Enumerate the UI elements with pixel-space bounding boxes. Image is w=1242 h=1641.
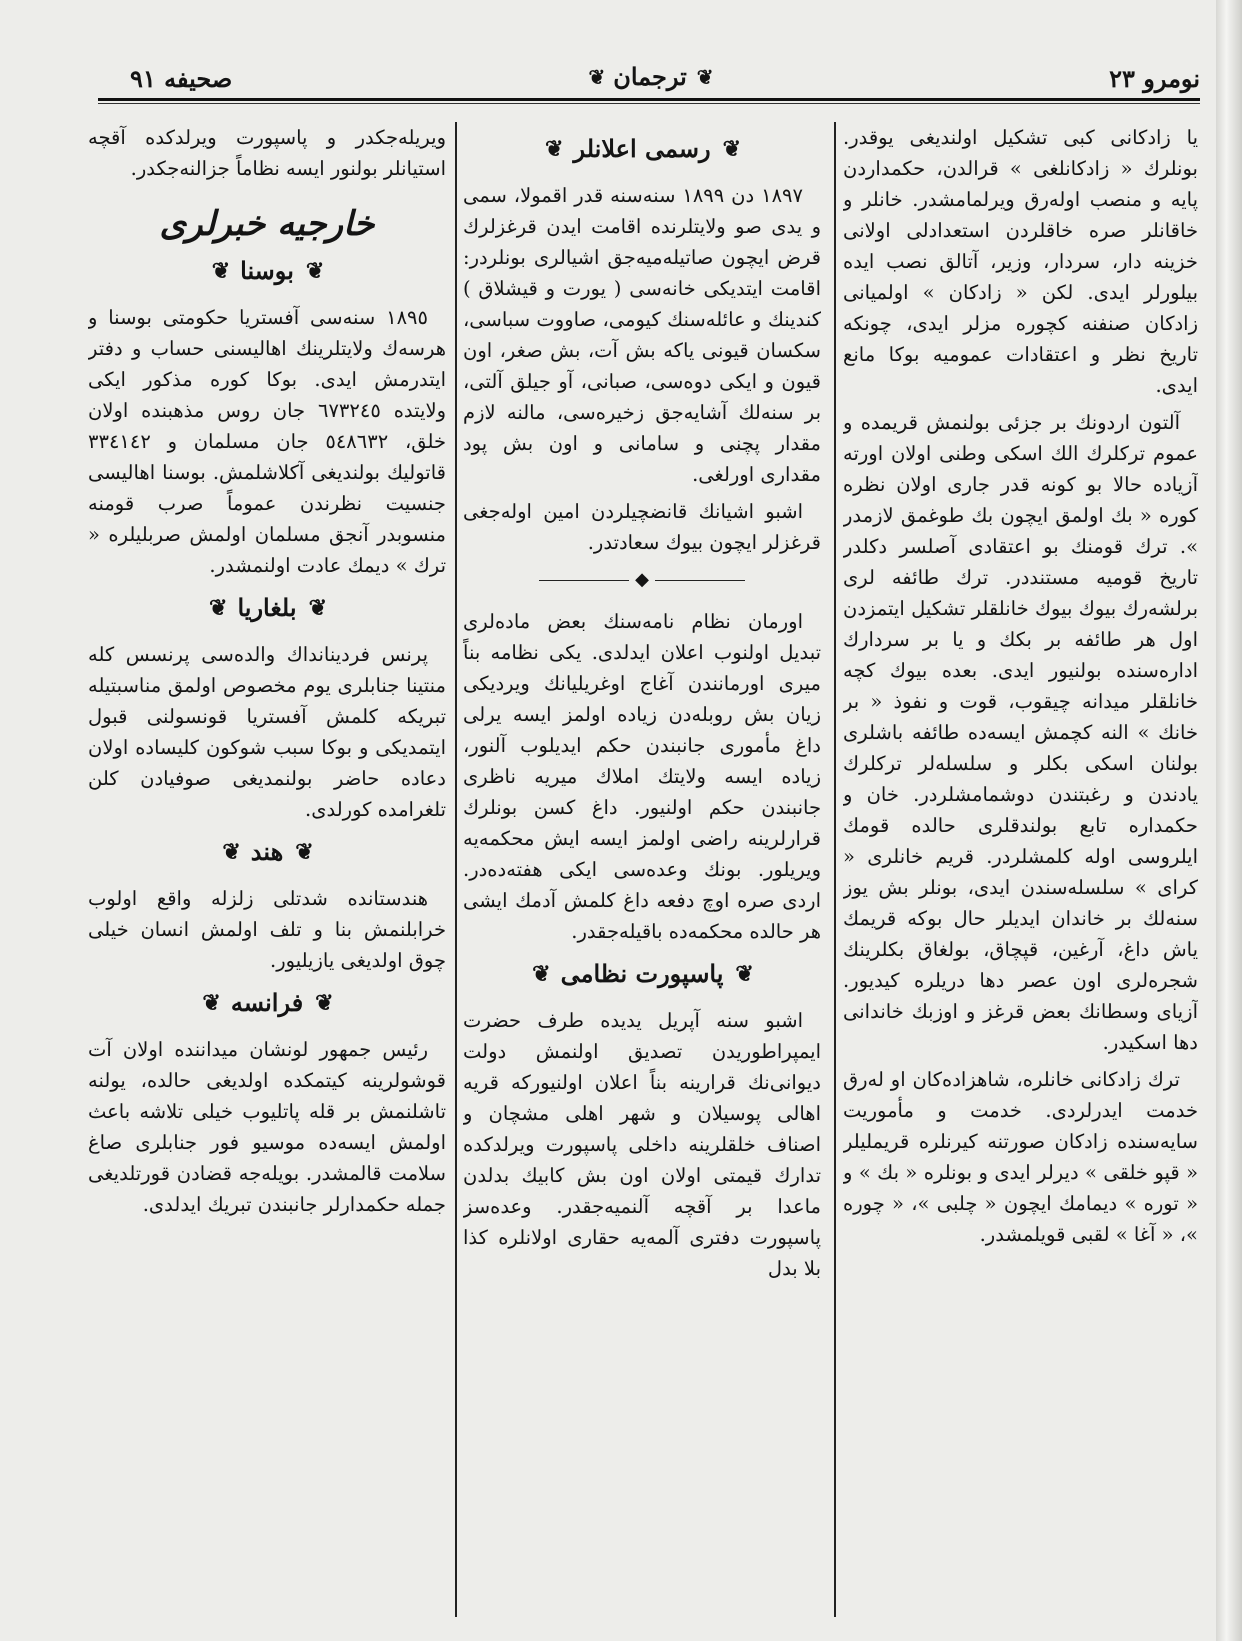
- newspaper-title: [588, 62, 711, 91]
- middle-column: [463, 122, 821, 1622]
- ornament-icon: ❦: [532, 961, 549, 987]
- paragraph: اشبو سنه آپریل یدیده طرف حضرت ایمپراطوریدن تصدیق اولنمش دولت دیوانی‌نك قرارینه بناً اعلان اولنیورکه قریه اهالی پوسیلان و شهر اهلی مشچان و اصناف خلقلرینه داخلی پاسپورت ویرلدکده تدارك قیمتی اولان اون بش کابیك بدلدن ماعدا بر آقچه آلنمیەجقدر. وعدەسز پاسپورت دفتری آلمەیه حقاری اولانلره کذا بلا بدل: [463, 1009, 821, 1280]
- paragraph: هندستانده شدتلی زلزله واقع اولوب خرابلنمش بنا و تلف اولمش انسان خیلی چوق اولدیغی یازیلیور.: [88, 887, 446, 972]
- issue-number: نومرو ٢٣: [1109, 64, 1200, 93]
- section-title: خارجیه خبرلری: [159, 204, 375, 244]
- page-number: صحیفه ٩١: [130, 64, 233, 93]
- section-heading: [88, 835, 446, 869]
- paragraph: ویریلەجکدر و پاسپورت ویرلدکده آقچه استیانلر بولنور ایسه نظاماً جزالنەجکدر.: [88, 126, 446, 180]
- paragraph: یا زادکانی کبی تشکیل اولندیغی یوقدر. بونلرك « زادکانلغی » قرالدن، حکمداردن پایه و منصب اولەرق ویرلمامشدر. خانلر و خاقانلر صره خاقلردن استعدادلی اولانی خزینه دار، سردار، وزیر، آتالق نصب ایده بیلورلر ایدی. لکن « زادکان » اولمیانی زادکان صنفنه کچوره مزلر ایدی، چونکه تاریخ نظر و اعتقادات عمومیه بوکا مانع ایدی.: [843, 126, 1198, 397]
- ornament-icon: ❦: [295, 839, 312, 865]
- paragraph: ترك زادکانی خانلره، شاهزادەکان او لەرق خدمت ایدرلردی. خدمت و مأموریت سایەسنده زادکان صورتنه کیرنلره قریملیلر « قپو خلقی » دیرلر ایدی و بونلره « بك » و « توره » دیمامك ایچون « چلبی »، « چوره »، « آغا » لقبی قویلمشدر.: [843, 1068, 1198, 1246]
- left-column: [88, 122, 446, 1622]
- ornament-icon: ❦: [315, 990, 332, 1016]
- paragraph: پرنس فردینانداك والدەسی پرنسس کله منتینا جنابلری یوم مخصوص اولمق مناسبتیله تبریکه کلمش آفستریا قونسولنی قبول ایتمدیکی و بوکا سبب شوکون کلیساده اولان دعاده حاضر بولنمدیغی صوفیادن کلن تلغرامده کورلدی.: [88, 643, 446, 821]
- ornament-icon: ❦: [202, 990, 219, 1016]
- heading-text: رسمی اعلانلر: [573, 134, 711, 163]
- ornament-icon: ❦: [308, 595, 325, 621]
- ornament-icon: ❦: [735, 961, 752, 987]
- section-heading: [463, 132, 821, 166]
- paragraph: اورمان نظام نامەسنك بعض مادەلری تبدیل اولنوب اعلان ایدلدی. یکی نظامه بناً میری اورمانندن آغاج اوغریلیانك ویردیکی زیان بش روبلەدن زیاده اولمز ایسه یرلی داغ مأموری جانبندن حکم ایدیلوب آلنور، زیاده ایسه ولایتك املاك میریه ناظری جانبندن حکم اولنیور. داغ کسن بونلرك قرارلرینه راضی اولمز ایسه ایش محکمەیه ویریلور. بونك وعدەسی ایکی هفتەدەدر. اردی صره اوچ دفعه داغ کلمش آدمك ایشی هر حالده محکمەده باقیلەجقدر.: [463, 610, 821, 943]
- ornament-icon: ❦: [722, 136, 739, 162]
- section-heading: [88, 986, 446, 1020]
- ornament-icon: ❦: [211, 258, 229, 284]
- paragraph: اشبو اشیانك قانضچیلردن امین اولەجغی قرغزلر ایچون بیوك سعادتدر.: [463, 500, 821, 554]
- section-heading: [88, 591, 446, 625]
- heading-text: فرانسه: [230, 988, 304, 1017]
- separator: [463, 570, 821, 590]
- heading-text: بوسنا: [240, 256, 294, 285]
- heading-text: هند: [250, 837, 284, 866]
- section-heading: [463, 957, 821, 991]
- section-heading: [88, 254, 446, 288]
- paragraph: رئیس جمهور لونشان میداننده اولان آت قوشولرینه کیتمکده اولدیغی حالده، یولنه تاشلنمش بر قله پاتلیوب خیلی تلاشه باعث اولمش ایسەده موسیو فور جنابلری صاغ سلامت قالمشدر. بویلەجه قضادن قورتلدیغی جمله حکمدارلر جانبندن تبریك ایدلدی.: [88, 1038, 446, 1216]
- ornament-icon: ❦: [209, 595, 226, 621]
- title-text: ترجمان: [613, 62, 687, 91]
- ornament-icon: ❦: [305, 258, 323, 284]
- ornament-icon: ❦: [222, 839, 239, 865]
- ornament-icon: ❦: [696, 64, 712, 89]
- paragraph: ١٨٩٥ سنەسی آفستریا حکومتی بوسنا و هرسەك ولایتلرینك اهالیسنی حساب و دفتر ایتدرمش ایدی. بوکا کوره مذکور ایکی ولایتده ٦٧٣٢٤٥ جان روس مذهبنده اولان خلق، ٥٤٨٦٣٢ جان مسلمان و ٣٣٤١٤٢ قاتولیك بولندیغی آکلاشلمش. بوسنا اهالیسی جنسیت نظرندن عموماً صرب قومنه منسوبدر آنجق مسلمان اولمش صربلیلره « ترك » دیمك عادت اولنمشدر.: [88, 306, 446, 577]
- heading-text: پاسپورت نظامی: [560, 959, 724, 988]
- heading-text: بلغاریا: [237, 593, 297, 622]
- page-edge: [1216, 0, 1242, 1641]
- masthead-rule-thin: [98, 103, 1200, 104]
- column-divider: [834, 122, 836, 1617]
- paragraph: آلتون اردونك بر جزئی بولنمش قریمده و عموم ترکلرك الك اسکی وطنی اولان اورته آزیاده حالا بو کونه قدر جاری اولان نظره کوره « بك اولمق ایچون بك طوغمق لازمدر ». ترك قومنك بو اعتقادی آصلسر دکلدر تاریخ قومیه مستنددر. ترك طائفه لری برلشەرك بیوك بیوك خانلقلر تشکیل ایتمزدن اول هر طائفه بر بکك و یا بر سردارك ادارەسنده بولنیور ایدی. بعده بیوك کچه خانلقلر میدانه چیقوب، قوت و نفوذ « بر خانك » النه کچمش ایسەده طائفه باشلری بولنان اسکی بکلر و سلسلەلر ترکلرك یادندن و رغبتندن دوشمامشلردر. خان و حکمدارە تابع بولندقلری حالده قومك ایلروسی اوله کلمشلردر. قریم خانلری « کرای » سلسلەسندن ایدی، بونلر بش یوز سنەلك بر خاندان ایدیلر حال بوکه قریمك یاش داغ، آرغین، قپچاق، بولغاق بکلرینك شجرەلری اون عصر دها دریلره کیدیور. آزیای وسطانك بعض قرغز و اوزبك خاندانی دها اسکیدر.: [843, 411, 1198, 1054]
- ornament-icon: ❦: [545, 136, 562, 162]
- masthead: [100, 60, 1200, 100]
- right-column: [843, 122, 1198, 1622]
- paragraph: ١٨٩٧ دن ١٨٩٩ سنەسنه قدر اقمولا، سمی و یدی صو ولایتلرنده اقامت ایدن قرغزلرك قرض ایچون صاتیلەمیەجق اشیالری بونلردر: اقامت ایتدیکی خانەسی ( یورت و قیشلاق ) کندینك و عائلەسنك کیومی، صاووت سباسی، سکسان قیونی یاکه بش آت، بش صغر، اون قیون و ایکی دوەسی، صبانی، آو جیلق آلتی، بر سنەلك آشایەجق زخیرەسی، مالنه لازم مقدار پچنی و سامانی و اون بش پود مقداری اورلغی.: [463, 184, 821, 486]
- column-divider: [455, 122, 457, 1617]
- masthead-rule: [98, 98, 1200, 101]
- ornament-icon: ❦: [588, 64, 604, 89]
- diamond-icon: ◆: [635, 569, 649, 590]
